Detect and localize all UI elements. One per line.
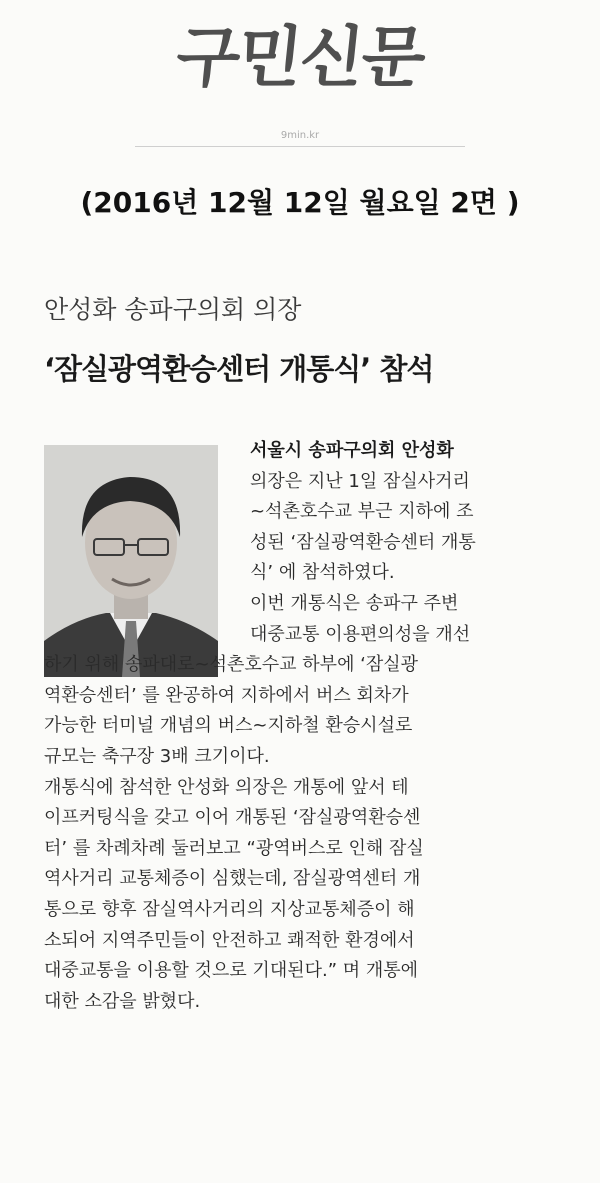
article-line: 이번 개통식은 송파구 주변 (250, 592, 459, 614)
article-line: 의장은 지난 1일 잠실사거리 (250, 470, 470, 492)
newspaper-masthead: 구민신문 (172, 18, 428, 96)
article-body (44, 436, 568, 1017)
article-line: 식’ 에 참석하였다. (250, 562, 395, 584)
article-subhead: 안성화 송파구의회 의장 (44, 295, 302, 324)
article-line: 통으로 향후 잠실역사거리의 지상교통체증이 해 (44, 898, 415, 920)
publication-dateline: (2016년 12월 12일 월요일 2면 ) (80, 186, 520, 219)
masthead-url: 9min.kr (280, 130, 320, 141)
article-line: 대중교통을 이용할 것으로 기대된다.” 며 개통에 (44, 960, 419, 982)
article-line: 가능한 터미널 개념의 버스~지하철 환승시설로 (44, 715, 413, 737)
article-line: 역사거리 교통체증이 심했는데, 잠실광역센터 개 (44, 868, 421, 890)
article-line: 소되어 지역주민들이 안전하고 쾌적한 환경에서 (44, 929, 415, 951)
article-line: 서울시 송파구의회 안성화 (250, 440, 454, 461)
article-line: 대중교통 이용편의성을 개선 (250, 623, 471, 645)
article-line: 성된 ‘잠실광역환승센터 개통 (250, 531, 476, 553)
masthead-rule (135, 146, 465, 147)
article-line: 규모는 축구장 3배 크기이다. (44, 745, 270, 767)
article-line: 터’ 를 차례차례 둘러보고 “광역버스로 인해 잠실 (44, 837, 424, 859)
article-headline: ‘잠실광역환승센터 개통식’ 참석 (44, 352, 434, 386)
article-line: 역환승센터’ 를 완공하여 지하에서 버스 회차가 (44, 684, 409, 706)
article-line: 대한 소감을 밝혔다. (44, 990, 201, 1012)
article-line: 하기 위해 송파대로~석촌호수교 하부에 ‘잠실광 (44, 654, 419, 676)
article-line: 이프커팅식을 갖고 이어 개통된 ‘잠실광역환승센 (44, 807, 421, 829)
article-line: ~석촌호수교 부근 지하에 조 (250, 501, 474, 523)
article-line: 개통식에 참석한 안성화 의장은 개통에 앞서 테 (44, 776, 409, 798)
